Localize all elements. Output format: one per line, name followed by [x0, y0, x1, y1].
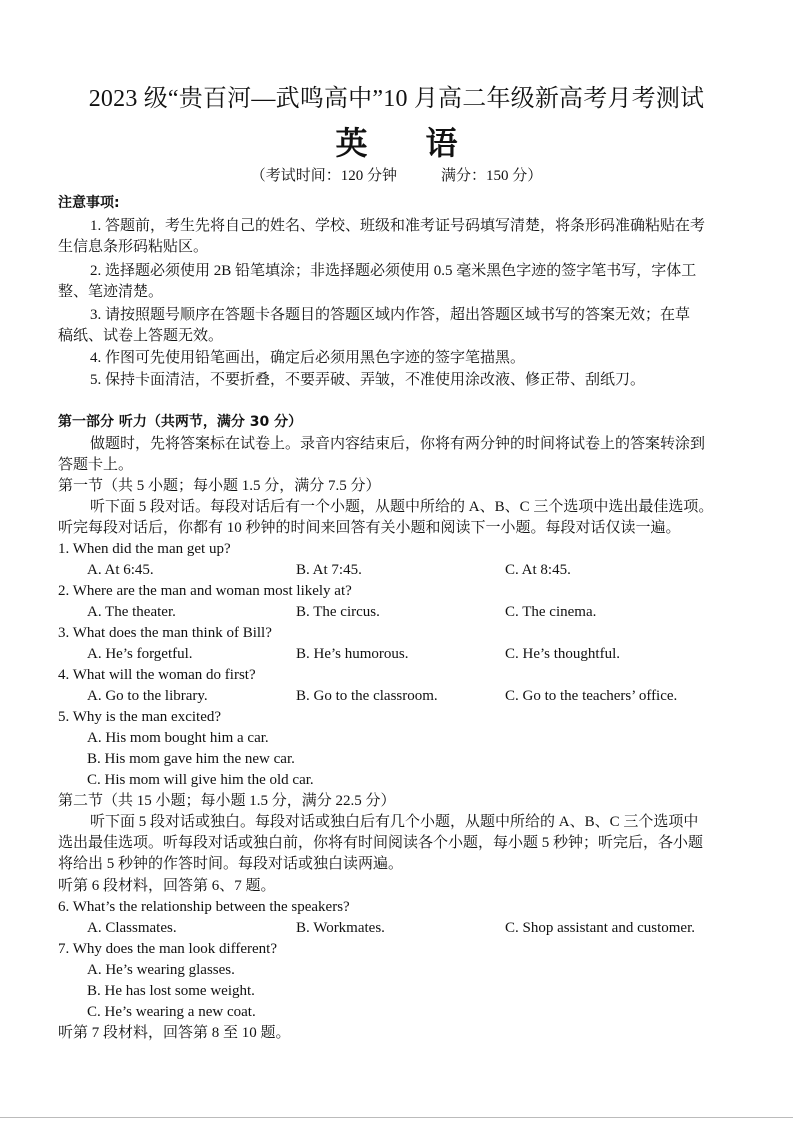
q2-option-c: C. The cinema.: [505, 604, 597, 620]
material-7-note: 听第 7 段材料，回答第 8 至 10 题。: [58, 1025, 291, 1041]
q6-option-b: B. Workmates.: [296, 920, 385, 936]
exam-meta: [0, 164, 793, 185]
q1-option-c: C. At 8:45.: [505, 562, 571, 578]
note-line: 5. 保持卡面清洁，不要折叠，不要弄破、弄皱，不准使用涂改液、修正带、刮纸刀。: [90, 372, 646, 388]
question-4: 4. What will the woman do first?: [58, 667, 256, 683]
subject-char-2: 语: [425, 124, 458, 162]
section2-heading: 第二节（共 15 小题；每小题 1.5 分，满分 22.5 分）: [58, 793, 396, 809]
q3-option-b: B. He’s humorous.: [296, 646, 409, 662]
section2-directions: 将给出 5 秒钟的作答时间。每段对话或独白读两遍。: [58, 856, 404, 872]
exam-score: 满分：150 分）: [441, 168, 543, 184]
material-6-note: 听第 6 段材料，回答第 6、7 题。: [58, 878, 276, 894]
q5-option-c: C. His mom will give him the old car.: [87, 772, 314, 788]
question-6: 6. What’s the relationship between the speakers?: [58, 899, 350, 915]
part1-heading: 第一部分 听力（共两节，满分 30 分）: [58, 414, 303, 430]
question-3: 3. What does the man think of Bill?: [58, 625, 272, 641]
q1-option-a: A. At 6:45.: [87, 562, 154, 578]
q4-option-a: A. Go to the library.: [87, 688, 208, 704]
note-line: 2. 选择题必须使用 2B 铅笔填涂；非选择题必须使用 0.5 毫米黑色字迹的签字笔书写，字体工: [90, 263, 697, 279]
subject-title: [0, 118, 793, 164]
note-line: 稿纸、试卷上答题无效。: [58, 328, 224, 344]
q2-option-b: B. The circus.: [296, 604, 380, 620]
notes-heading: 注意事项:: [58, 195, 120, 211]
note-line: 3. 请按照题号顺序在答题卡各题目的答题区域内作答，超出答题区域书写的答案无效；在草: [90, 307, 691, 323]
section2-directions: 听下面 5 段对话或独白。每段对话或独白后有几个小题，从题中所给的 A、B、C 三个选项中: [90, 814, 699, 830]
question-1: 1. When did the man get up?: [58, 541, 231, 557]
q7-option-b: B. He has lost some weight.: [87, 983, 255, 999]
q7-option-c: C. He’s wearing a new coat.: [87, 1004, 256, 1020]
part1-intro: 做题时，先将答案标在试卷上。录音内容结束后，你将有两分钟的时间将试卷上的答案转涂到: [90, 436, 706, 452]
q5-option-b: B. His mom gave him the new car.: [87, 751, 295, 767]
note-line: 整、笔迹清楚。: [58, 284, 164, 300]
q4-option-b: B. Go to the classroom.: [296, 688, 438, 704]
question-7: 7. Why does the man look different?: [58, 941, 277, 957]
section1-directions: 听下面 5 段对话。每段对话后有一个小题，从题中所给的 A、B、C 三个选项中选出最佳选项。: [90, 499, 714, 515]
question-5: 5. Why is the man excited?: [58, 709, 222, 725]
q3-option-a: A. He’s forgetful.: [87, 646, 193, 662]
section1-heading: 第一节（共 5 小题；每小题 1.5 分，满分 7.5 分）: [58, 478, 381, 494]
q2-option-a: A. The theater.: [87, 604, 176, 620]
q5-option-a: A. His mom bought him a car.: [87, 730, 269, 746]
question-2: 2. Where are the man and woman most likely at?: [58, 583, 352, 599]
exam-time: （考试时间：120 分钟: [250, 168, 397, 184]
subject-char-1: 英: [335, 124, 368, 162]
q1-option-b: B. At 7:45.: [296, 562, 362, 578]
note-line: 1. 答题前，考生先将自己的姓名、学校、班级和准考证号码填写清楚，将条形码准确粘贴在考: [90, 218, 706, 234]
exam-title: 2023 级“贵百河—武鸣高中”10 月高二年级新高考月考测试: [88, 86, 705, 112]
q6-option-a: A. Classmates.: [87, 920, 177, 936]
section2-directions: 选出最佳选项。听每段对话或独白前，你将有时间阅读各个小题，每小题 5 秒钟；听完后，各小题: [58, 835, 704, 851]
q3-option-c: C. He’s thoughtful.: [505, 646, 620, 662]
part1-intro: 答题卡上。: [58, 457, 134, 473]
note-line: 生信息条形码粘贴区。: [58, 239, 209, 255]
page-bottom-rule: [0, 1117, 793, 1118]
q6-option-c: C. Shop assistant and customer.: [505, 920, 695, 936]
section1-directions: 听完每段对话后，你都有 10 秒钟的时间来回答有关小题和阅读下一小题。每段对话仅读一遍。: [58, 520, 681, 536]
note-line: 4. 作图可先使用铅笔画出，确定后必须用黑色字迹的签字笔描黑。: [90, 350, 526, 366]
q4-option-c: C. Go to the teachers’ office.: [505, 688, 678, 704]
q7-option-a: A. He’s wearing glasses.: [87, 962, 235, 978]
